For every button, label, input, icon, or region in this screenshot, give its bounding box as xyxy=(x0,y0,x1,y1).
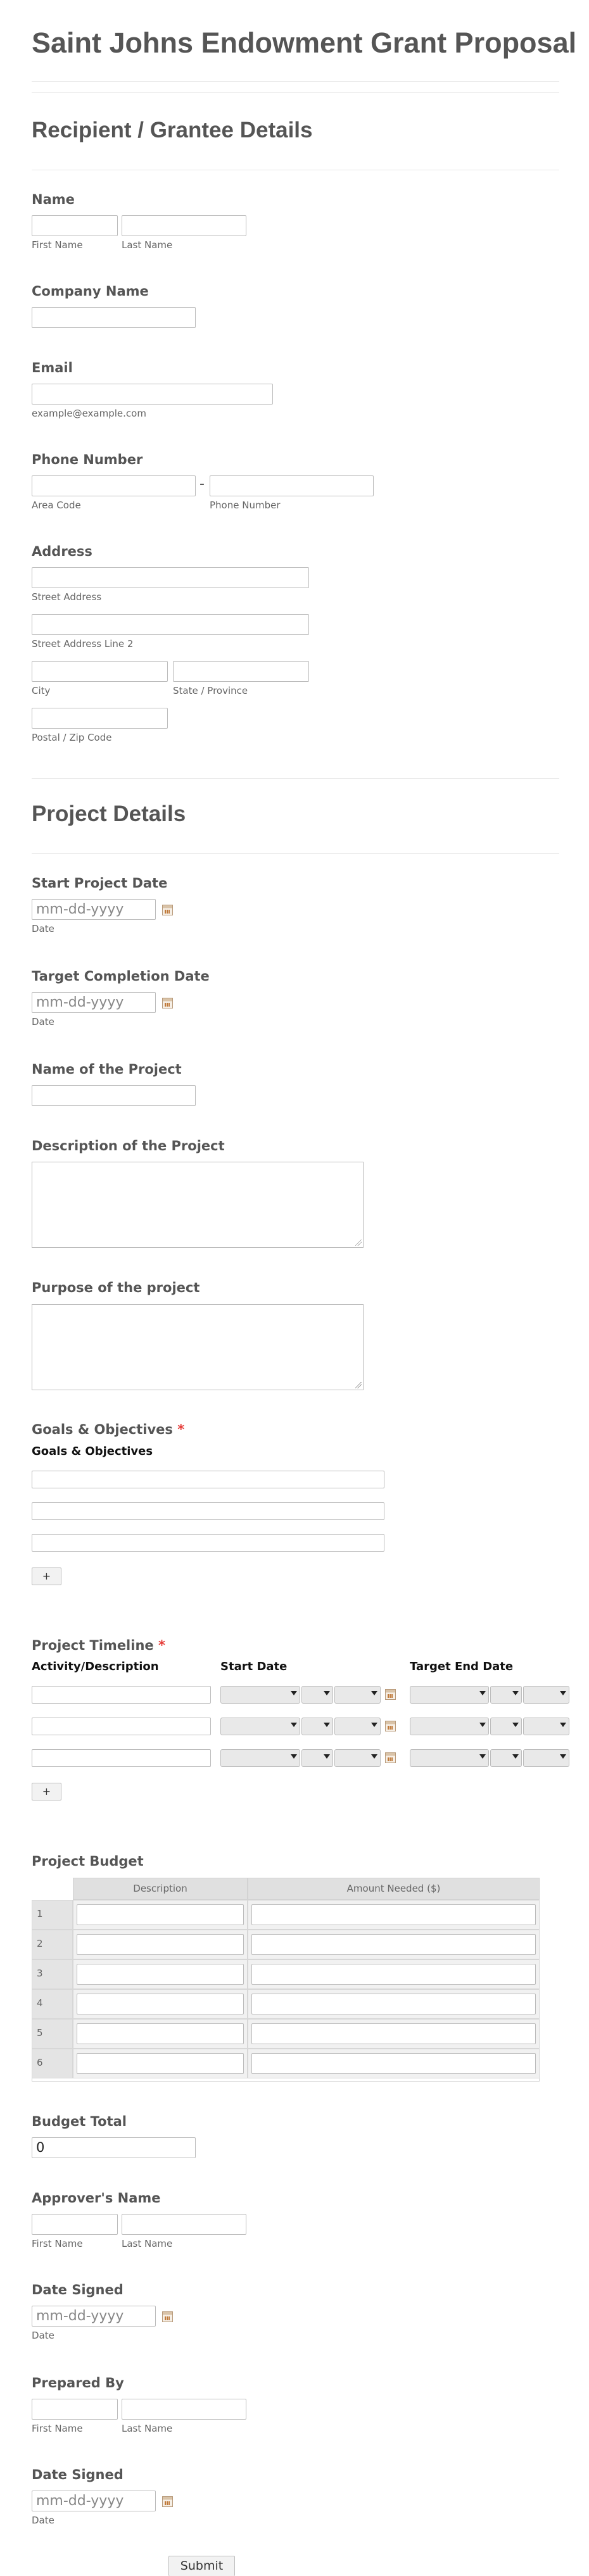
name-label: Name xyxy=(32,192,75,207)
start-year-select[interactable] xyxy=(334,1718,381,1735)
budget-row-number: 2 xyxy=(32,1930,73,1959)
chevron-down-icon xyxy=(560,1691,566,1695)
divider xyxy=(32,778,559,779)
purpose-textarea[interactable] xyxy=(32,1304,364,1390)
start-date-input[interactable]: mm-dd-yyyy xyxy=(32,899,156,920)
prepared-last-sublabel: Last Name xyxy=(122,2423,173,2434)
end-year-select[interactable] xyxy=(523,1686,569,1704)
chevron-down-icon xyxy=(560,1723,566,1727)
prepared-last-name-input[interactable] xyxy=(122,2399,246,2420)
email-hint: example@example.com xyxy=(32,408,146,419)
zip-input[interactable] xyxy=(32,708,168,729)
budget-row-number: 5 xyxy=(32,2019,73,2049)
prepared-first-sublabel: First Name xyxy=(32,2423,83,2434)
chevron-down-icon xyxy=(291,1691,297,1695)
target-completion-label: Target Completion Date xyxy=(32,969,210,984)
street-address-2-input[interactable] xyxy=(32,614,309,635)
budget-amount-input-6[interactable] xyxy=(251,2053,536,2074)
phone-number-label: Phone Number xyxy=(32,452,143,467)
chevron-down-icon xyxy=(371,1754,377,1759)
start-date-sublabel: Date xyxy=(32,923,54,934)
budget-amount-input-4[interactable] xyxy=(251,1994,536,2014)
activity-input-2[interactable] xyxy=(32,1718,211,1735)
project-name-label: Name of the Project xyxy=(32,1062,182,1077)
budget-description-input-5[interactable] xyxy=(77,2023,244,2044)
budget-table-corner xyxy=(32,1878,73,1900)
end-month-select[interactable] xyxy=(410,1686,489,1704)
start-day-select[interactable] xyxy=(301,1718,333,1735)
start-year-select[interactable] xyxy=(334,1749,381,1767)
add-goal-button[interactable]: + xyxy=(32,1568,61,1585)
chevron-down-icon xyxy=(371,1723,377,1727)
approver-last-sublabel: Last Name xyxy=(122,2238,173,2249)
company-name-input[interactable] xyxy=(32,307,196,328)
goal-input-3[interactable] xyxy=(32,1534,384,1552)
budget-description-header: Description xyxy=(73,1878,248,1900)
divider xyxy=(32,81,559,82)
budget-amount-input-1[interactable] xyxy=(251,1904,536,1925)
calendar-icon[interactable] xyxy=(385,1689,396,1700)
budget-description-input-2[interactable] xyxy=(77,1934,244,1955)
add-timeline-button[interactable]: + xyxy=(32,1783,61,1800)
street-address-2-sublabel: Street Address Line 2 xyxy=(32,638,134,650)
date-signed-sublabel: Date xyxy=(32,2330,54,2341)
first-name-input[interactable] xyxy=(32,215,118,236)
end-month-select[interactable] xyxy=(410,1749,489,1767)
divider xyxy=(32,92,559,93)
end-year-select[interactable] xyxy=(523,1749,569,1767)
goal-input-1[interactable] xyxy=(32,1471,384,1488)
end-year-select[interactable] xyxy=(523,1718,569,1735)
budget-amount-header: Amount Needed ($) xyxy=(248,1878,540,1900)
end-day-select[interactable] xyxy=(490,1749,522,1767)
budget-amount-input-2[interactable] xyxy=(251,1934,536,1955)
chevron-down-icon xyxy=(291,1754,297,1759)
activity-input-3[interactable] xyxy=(32,1749,211,1767)
budget-row-number: 4 xyxy=(32,1989,73,2019)
description-textarea[interactable] xyxy=(32,1162,364,1248)
goal-input-2[interactable] xyxy=(32,1502,384,1520)
goals-label: Goals & Objectives * xyxy=(32,1422,185,1437)
end-date-column-header: Target End Date xyxy=(410,1660,514,1673)
date-signed-sublabel: Date xyxy=(32,2515,54,2526)
prepared-first-name-input[interactable] xyxy=(32,2399,118,2420)
end-day-select[interactable] xyxy=(490,1686,522,1704)
email-input[interactable] xyxy=(32,384,273,405)
chevron-down-icon xyxy=(512,1691,519,1695)
date-signed-label: Date Signed xyxy=(32,2467,124,2482)
start-month-select[interactable] xyxy=(220,1718,300,1735)
calendar-icon[interactable] xyxy=(385,1721,396,1731)
start-month-select[interactable] xyxy=(220,1686,300,1704)
target-completion-sublabel: Date xyxy=(32,1016,54,1027)
state-input[interactable] xyxy=(173,661,309,682)
chevron-down-icon xyxy=(324,1691,330,1695)
budget-description-input-1[interactable] xyxy=(77,1904,244,1925)
calendar-icon[interactable] xyxy=(162,905,173,915)
chevron-down-icon xyxy=(291,1723,297,1727)
prepared-by-label: Prepared By xyxy=(32,2375,124,2391)
activity-input-1[interactable] xyxy=(32,1686,211,1704)
budget-amount-input-5[interactable] xyxy=(251,2023,536,2044)
end-day-select[interactable] xyxy=(490,1718,522,1735)
calendar-icon[interactable] xyxy=(385,1752,396,1763)
submit-button[interactable]: Submit xyxy=(168,2556,235,2576)
calendar-icon[interactable] xyxy=(162,2311,173,2322)
start-month-select[interactable] xyxy=(220,1749,300,1767)
end-month-select[interactable] xyxy=(410,1718,489,1735)
required-asterisk: * xyxy=(158,1638,165,1653)
chevron-down-icon xyxy=(512,1754,519,1759)
start-date-column-header: Start Date xyxy=(220,1660,288,1673)
date-signed-label: Date Signed xyxy=(32,2282,124,2297)
approver-name-label: Approver's Name xyxy=(32,2190,161,2206)
section-heading-project: Project Details xyxy=(32,801,186,826)
address-label: Address xyxy=(32,544,92,559)
resize-grip-icon[interactable] xyxy=(355,1382,362,1388)
chevron-down-icon xyxy=(512,1723,519,1727)
chevron-down-icon xyxy=(371,1691,377,1695)
date-signed-input[interactable]: mm-dd-yyyy xyxy=(32,2306,156,2327)
street-address-sublabel: Street Address xyxy=(32,591,102,603)
budget-total-label: Budget Total xyxy=(32,2114,127,2129)
goals-column-header: Goals & Objectives xyxy=(32,1445,153,1458)
required-asterisk: * xyxy=(177,1422,185,1437)
chevron-down-icon xyxy=(560,1754,566,1759)
date-signed-input[interactable]: mm-dd-yyyy xyxy=(32,2491,156,2511)
budget-description-input-6[interactable] xyxy=(77,2053,244,2074)
start-day-select[interactable] xyxy=(301,1686,333,1704)
page-title: Saint Johns Endowment Grant Proposal xyxy=(32,27,577,59)
email-label: Email xyxy=(32,360,73,375)
state-sublabel: State / Province xyxy=(173,685,248,696)
activity-column-header: Activity/Description xyxy=(32,1660,159,1673)
last-name-input[interactable] xyxy=(122,215,246,236)
purpose-label: Purpose of the project xyxy=(32,1280,200,1295)
budget-description-input-4[interactable] xyxy=(77,1994,244,2014)
area-code-sublabel: Area Code xyxy=(32,499,81,511)
chevron-down-icon xyxy=(324,1754,330,1759)
street-address-input[interactable] xyxy=(32,567,309,588)
city-input[interactable] xyxy=(32,661,168,682)
calendar-icon[interactable] xyxy=(162,998,173,1008)
chevron-down-icon xyxy=(479,1691,486,1695)
approver-first-sublabel: First Name xyxy=(32,2238,83,2249)
budget-row-number: 6 xyxy=(32,2049,73,2078)
resize-grip-icon[interactable] xyxy=(355,1240,362,1246)
budget-total-input[interactable]: 0 xyxy=(32,2137,196,2158)
timeline-label: Project Timeline * xyxy=(32,1638,165,1653)
approver-first-name-input[interactable] xyxy=(32,2214,118,2235)
phone-dash: - xyxy=(200,476,205,492)
section-heading-recipient: Recipient / Grantee Details xyxy=(32,118,313,142)
start-date-label: Start Project Date xyxy=(32,876,168,891)
last-name-sublabel: Last Name xyxy=(122,239,173,251)
budget-amount-input-3[interactable] xyxy=(251,1964,536,1985)
start-year-select[interactable] xyxy=(334,1686,381,1704)
project-name-input[interactable] xyxy=(32,1085,196,1106)
city-sublabel: City xyxy=(32,685,51,696)
budget-row-number: 1 xyxy=(32,1900,73,1930)
target-completion-input[interactable]: mm-dd-yyyy xyxy=(32,992,156,1013)
company-name-label: Company Name xyxy=(32,284,149,299)
budget-label: Project Budget xyxy=(32,1854,144,1869)
approver-last-name-input[interactable] xyxy=(122,2214,246,2235)
phone-number-input[interactable] xyxy=(210,475,374,496)
chevron-down-icon xyxy=(479,1723,486,1727)
budget-description-input-3[interactable] xyxy=(77,1964,244,1985)
first-name-sublabel: First Name xyxy=(32,239,83,251)
area-code-input[interactable] xyxy=(32,475,196,496)
description-label: Description of the Project xyxy=(32,1138,225,1153)
phone-number-sublabel: Phone Number xyxy=(210,499,281,511)
chevron-down-icon xyxy=(479,1754,486,1759)
divider xyxy=(32,853,559,854)
chevron-down-icon xyxy=(324,1723,330,1727)
start-day-select[interactable] xyxy=(301,1749,333,1767)
calendar-icon[interactable] xyxy=(162,2496,173,2507)
zip-sublabel: Postal / Zip Code xyxy=(32,732,112,743)
budget-row-number: 3 xyxy=(32,1959,73,1989)
